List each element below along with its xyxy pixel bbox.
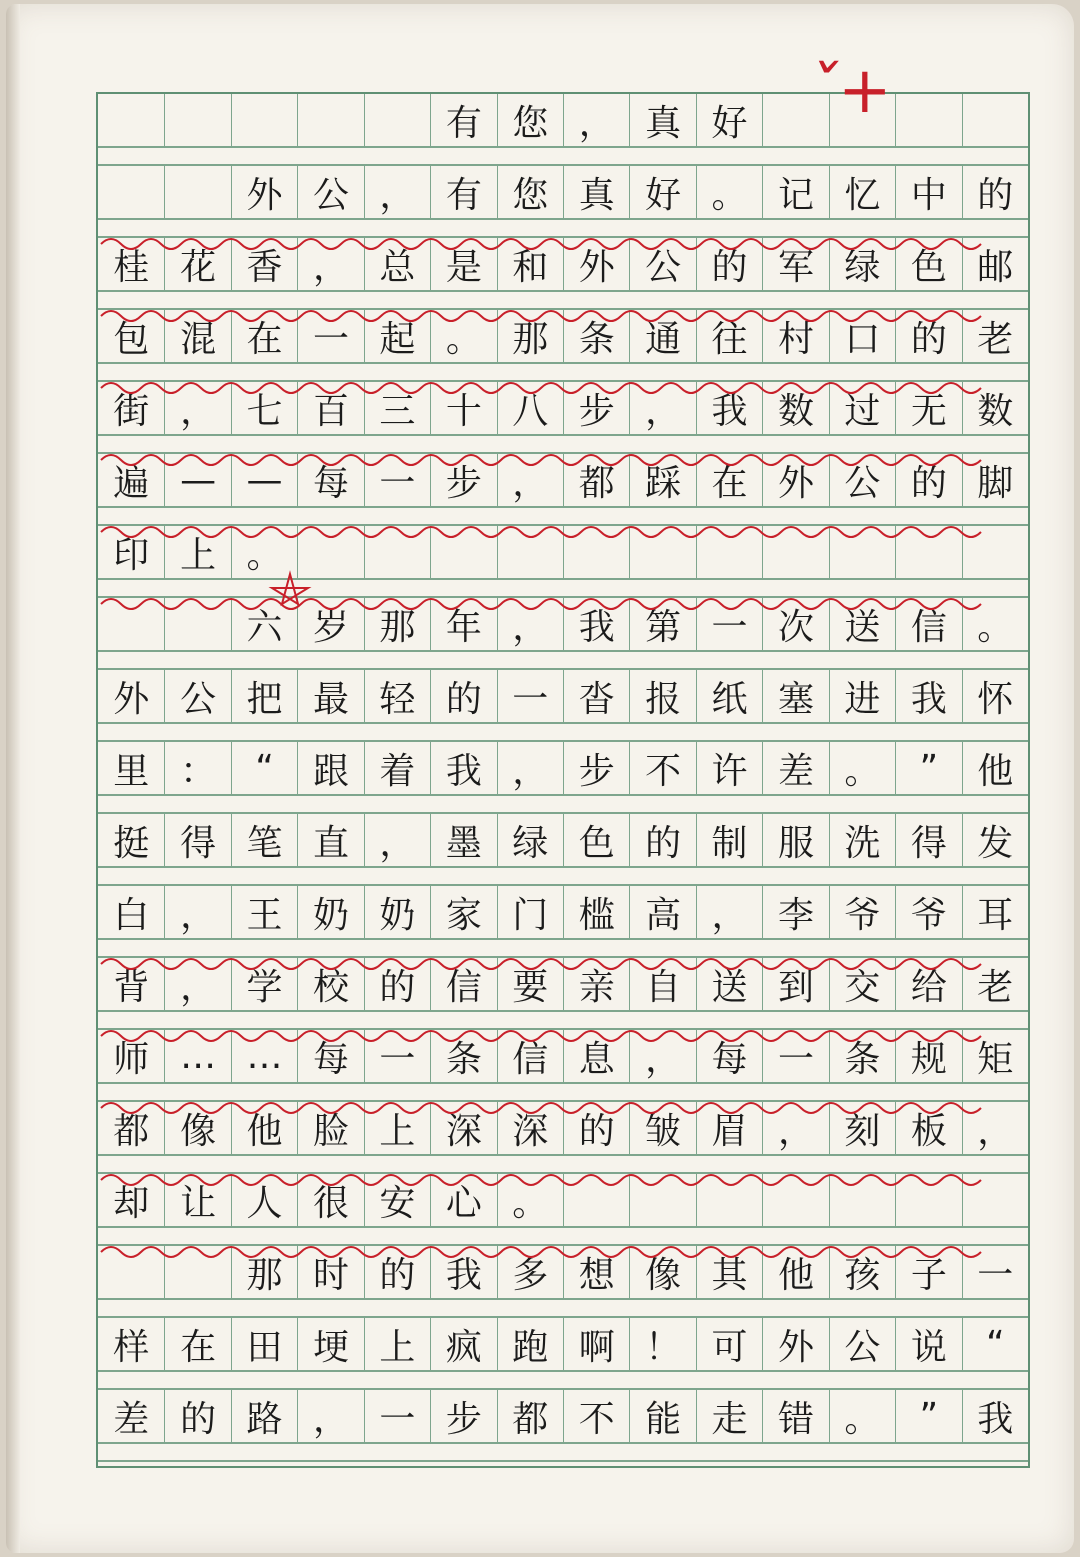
grid-cell: 纸 [696, 670, 762, 722]
grid-cell: 要 [497, 958, 563, 1010]
grid-cell: 里 [113, 750, 150, 792]
grid-cell: 那 [497, 310, 563, 362]
grid-cell: 报 [629, 670, 695, 722]
grid-cell: 是 [430, 238, 496, 290]
grid-cell: 他 [762, 1246, 828, 1298]
grid-cell: 外 [762, 454, 828, 506]
grid-cell: 岁 [297, 598, 363, 650]
grid-cell: 那 [364, 598, 430, 650]
red-pen-annotations [6, 4, 1074, 1553]
grid-cell: 一 [364, 1030, 430, 1082]
grid-cell: 孩 [829, 1246, 895, 1298]
grid-cell: 人 [231, 1174, 297, 1226]
grid-cell: 桂 [113, 246, 150, 288]
grid-cell: 一 [962, 1246, 1028, 1298]
grid-cell: 都 [113, 1110, 150, 1152]
grid-cell: 多 [497, 1246, 563, 1298]
grid-cell: — [164, 454, 230, 506]
grid-cell: 到 [762, 958, 828, 1010]
grid-cell: 公 [829, 454, 895, 506]
grid-cell: 爷 [895, 886, 961, 938]
grid-cell: 像 [164, 1102, 230, 1154]
grid-cell: 门 [497, 886, 563, 938]
grid-cell: 却 [113, 1182, 150, 1224]
grid-cell: 条 [563, 310, 629, 362]
grid-cell: 让 [164, 1174, 230, 1226]
grid-cell: 中 [895, 166, 961, 218]
grid-cell: 公 [829, 1318, 895, 1370]
grid-cell: 时 [297, 1246, 363, 1298]
grid-cell: 都 [497, 1390, 563, 1442]
grid-cell: 老 [962, 958, 1028, 1010]
grid-cell: 条 [430, 1030, 496, 1082]
grid-cell: 的 [563, 1102, 629, 1154]
grid-cell: 学 [231, 958, 297, 1010]
grid-cell: ， [497, 742, 563, 794]
grid-cell: 怀 [962, 670, 1028, 722]
grid-cell: 。 [231, 526, 297, 578]
grid-cell: 信 [895, 598, 961, 650]
grid-cell: 邮 [962, 238, 1028, 290]
grid-cell: 好 [696, 94, 762, 146]
grid-cell: 三 [364, 382, 430, 434]
wavy-underline [101, 311, 981, 321]
grid-cell: 的 [164, 1390, 230, 1442]
grid-cell: 发 [962, 814, 1028, 866]
grid-cell: 老 [962, 310, 1028, 362]
grid-cell: 条 [829, 1030, 895, 1082]
grid-cell: ， [962, 1102, 1028, 1154]
grid-cell: 村 [762, 310, 828, 362]
grid-cell: 年 [430, 598, 496, 650]
grid-cell: 绿 [497, 814, 563, 866]
grid-cell: 啊 [563, 1318, 629, 1370]
grid-cell: 矩 [962, 1030, 1028, 1082]
grid-cell: 在 [696, 454, 762, 506]
grid-cell: 我 [563, 598, 629, 650]
wavy-underline [101, 239, 981, 249]
grid-cell: 的 [364, 1246, 430, 1298]
grid-cell: 总 [364, 238, 430, 290]
grid-cell: 进 [829, 670, 895, 722]
grid-cell: 次 [762, 598, 828, 650]
grid-cell: 深 [430, 1102, 496, 1154]
grid-cell: 高 [629, 886, 695, 938]
grid-cell: 忆 [829, 166, 895, 218]
grid-cell: ， [164, 886, 230, 938]
grid-cell: 记 [762, 166, 828, 218]
grid-cell: 板 [895, 1102, 961, 1154]
grid-cell: 色 [895, 238, 961, 290]
grid-cell: 轻 [364, 670, 430, 722]
grid-cell: 能 [629, 1390, 695, 1442]
grid-cell: 无 [895, 382, 961, 434]
grid-cell: 皱 [629, 1102, 695, 1154]
grid-cell: 服 [762, 814, 828, 866]
grid-cell: 有 [430, 166, 496, 218]
grid-cell: 信 [497, 1030, 563, 1082]
grid-cell: 校 [297, 958, 363, 1010]
grid-cell: 我 [430, 742, 496, 794]
grid-cell: 在 [164, 1318, 230, 1370]
grid-cell: 自 [629, 958, 695, 1010]
grid-cell: 公 [297, 166, 363, 218]
grid-cell: ： [164, 742, 230, 794]
wavy-underline [101, 1247, 981, 1257]
grid-cell: 百 [297, 382, 363, 434]
grid-cell: 安 [364, 1174, 430, 1226]
grid-cell: 洗 [829, 814, 895, 866]
grid-cell: 您 [497, 94, 563, 146]
grid-cell: 脸 [297, 1102, 363, 1154]
grid-cell: 家 [430, 886, 496, 938]
grid-cell: 上 [164, 526, 230, 578]
grid-cell: 给 [895, 958, 961, 1010]
grid-cell: 一 [364, 1390, 430, 1442]
grid-cell: 外 [762, 1318, 828, 1370]
grid-cell: 外 [231, 166, 297, 218]
wavy-underline [101, 1103, 981, 1113]
grid-cell: 把 [231, 670, 297, 722]
wavy-underline [101, 527, 981, 537]
grid-cell: 外 [563, 238, 629, 290]
grid-cell: 。 [696, 166, 762, 218]
grid-cell: 亲 [563, 958, 629, 1010]
grid-cell: 眉 [696, 1102, 762, 1154]
grid-cell: ， [629, 382, 695, 434]
grid-cell: ， [364, 814, 430, 866]
grid-cell: 的 [962, 166, 1028, 218]
grid-cell: 每 [297, 1030, 363, 1082]
grid-cell: 步 [563, 382, 629, 434]
grid-cell: 不 [629, 742, 695, 794]
grid-cell: 起 [364, 310, 430, 362]
grid-cell: 的 [629, 814, 695, 866]
grid-cell: 刻 [829, 1102, 895, 1154]
grid-cell: 槛 [563, 886, 629, 938]
grid-cell: 背 [113, 966, 150, 1008]
grid-cell: 每 [696, 1030, 762, 1082]
grid-cell: 包 [113, 318, 150, 360]
grid-cell: 街 [113, 390, 150, 432]
grid-cell: 色 [563, 814, 629, 866]
grid-cell: 我 [895, 670, 961, 722]
grid-cell: ” [895, 1390, 961, 1442]
grid-cell: 奶 [364, 886, 430, 938]
grid-cell: 白 [113, 894, 150, 936]
grid-cell: 想 [563, 1246, 629, 1298]
grid-cell: 息 [563, 1030, 629, 1082]
grid-cell: ， [164, 958, 230, 1010]
grid-cell: 过 [829, 382, 895, 434]
grid-cell: 。 [829, 742, 895, 794]
grid-cell: 香 [231, 238, 297, 290]
grid-cell: 印 [113, 534, 150, 576]
grid-cell: 田 [231, 1318, 297, 1370]
grid-cell: 跑 [497, 1318, 563, 1370]
grid-cell: 差 [762, 742, 828, 794]
grid-cell: 他 [962, 742, 1028, 794]
grid-cell: 绿 [829, 238, 895, 290]
grid-cell: ， [497, 598, 563, 650]
grid-cell: 的 [895, 310, 961, 362]
grid-cell: 数 [962, 382, 1028, 434]
grid-cell: 直 [297, 814, 363, 866]
grid-cell: 您 [497, 166, 563, 218]
grid-cell: … [164, 1030, 230, 1082]
grid-cell: 外 [113, 678, 150, 720]
grid-cell: 着 [364, 742, 430, 794]
grid-cell: 一 [297, 310, 363, 362]
grid-cell: 跟 [297, 742, 363, 794]
grid-cell: 每 [297, 454, 363, 506]
grid-cell: 他 [231, 1102, 297, 1154]
grid-cell: ” [895, 742, 961, 794]
grid-cell: ， [497, 454, 563, 506]
grid-cell: 走 [696, 1390, 762, 1442]
grid-cell: ， [762, 1102, 828, 1154]
star-mark [272, 574, 308, 604]
grid-cell: 心 [430, 1174, 496, 1226]
grid-cell: 许 [696, 742, 762, 794]
grid-cell: 信 [430, 958, 496, 1010]
grid-cell: 挺 [113, 822, 150, 864]
grid-cell: ， [297, 1390, 363, 1442]
grid-cell: ， [164, 382, 230, 434]
grid-cell: 奶 [297, 886, 363, 938]
grid-cell: 七 [231, 382, 297, 434]
grid-cell: 交 [829, 958, 895, 1010]
grid-cell: 样 [113, 1326, 150, 1368]
grid-cell: 制 [696, 814, 762, 866]
grid-cell: 一 [364, 454, 430, 506]
grid-cell: 脚 [962, 454, 1028, 506]
grid-cell: 的 [895, 454, 961, 506]
grid-cell: 王 [231, 886, 297, 938]
grid-cell: 。 [430, 310, 496, 362]
grade-mark: ˇ+ [806, 54, 892, 128]
grid-cell: 八 [497, 382, 563, 434]
grid-cell: 都 [563, 454, 629, 506]
grid-cell: 往 [696, 310, 762, 362]
grid-cell: … [231, 1030, 297, 1082]
grid-cell: 公 [164, 670, 230, 722]
grid-cell: 十 [430, 382, 496, 434]
grid-cell: 。 [962, 598, 1028, 650]
grid-cell: 通 [629, 310, 695, 362]
wavy-underline [101, 959, 981, 969]
grid-cell: 六 [231, 598, 297, 650]
grid-cell: 师 [113, 1038, 150, 1080]
grid-cell: “ [231, 742, 297, 794]
grid-cell: 耳 [962, 886, 1028, 938]
grid-cell: 的 [430, 670, 496, 722]
grid-cell: 埂 [297, 1318, 363, 1370]
grid-cell: 塞 [762, 670, 828, 722]
grid-cell: 我 [696, 382, 762, 434]
grid-cell: 遍 [113, 462, 150, 504]
grid-cell: 上 [364, 1102, 430, 1154]
wavy-underline [101, 599, 981, 609]
grid-cell: 不 [563, 1390, 629, 1442]
grid-cell: ， [629, 1030, 695, 1082]
grid-cell: 军 [762, 238, 828, 290]
grid-cell: 差 [113, 1398, 150, 1440]
grid-cell: 最 [297, 670, 363, 722]
grid-cell: 李 [762, 886, 828, 938]
grid-cell: ， [364, 166, 430, 218]
wavy-underline [101, 383, 981, 393]
grid-cell: 得 [895, 814, 961, 866]
notebook-page [6, 4, 1074, 1553]
grid-cell: 得 [164, 814, 230, 866]
wavy-underline [101, 1175, 981, 1185]
grid-cell: 送 [696, 958, 762, 1010]
grid-cell: 混 [164, 310, 230, 362]
grid-cell: 沓 [563, 670, 629, 722]
grid-cell: 笔 [231, 814, 297, 866]
grid-cell: “ [962, 1318, 1028, 1370]
grid-cell: 踩 [629, 454, 695, 506]
grid-cell: 的 [696, 238, 762, 290]
grid-cell: 其 [696, 1246, 762, 1298]
grid-cell: ， [297, 238, 363, 290]
grid-cell: 花 [164, 238, 230, 290]
grid-cell: ， [696, 886, 762, 938]
grid-cell: 真 [563, 166, 629, 218]
grid-cell: 口 [829, 310, 895, 362]
grid-cell: 那 [231, 1246, 297, 1298]
grid-cell: 。 [497, 1174, 563, 1226]
grid-cell: 和 [497, 238, 563, 290]
grid-cell: 上 [364, 1318, 430, 1370]
grid-cell: 很 [297, 1174, 363, 1226]
grid-cell: 在 [231, 310, 297, 362]
grid-cell: 我 [962, 1390, 1028, 1442]
grid-cell: 第 [629, 598, 695, 650]
grid-cell: 规 [895, 1030, 961, 1082]
wavy-underline [101, 455, 981, 465]
grid-cell: 爷 [829, 886, 895, 938]
grid-cell: 疯 [430, 1318, 496, 1370]
grid-cell: 真 [629, 94, 695, 146]
grid-cell: 有 [430, 94, 496, 146]
grid-cell: 像 [629, 1246, 695, 1298]
grid-cell: 错 [762, 1390, 828, 1442]
grid-cell: 公 [629, 238, 695, 290]
grid-cell: 步 [563, 742, 629, 794]
grid-cell: ， [563, 94, 629, 146]
grid-cell: 一 [497, 670, 563, 722]
grid-cell: 一 [696, 598, 762, 650]
grid-cell: 路 [231, 1390, 297, 1442]
grid-cell: 我 [430, 1246, 496, 1298]
grid-cell: ！ [629, 1318, 695, 1370]
grid-cell: 一 [762, 1030, 828, 1082]
grid-cell: 的 [364, 958, 430, 1010]
grid-cell: 步 [430, 454, 496, 506]
grid-cell: 数 [762, 382, 828, 434]
grid-cell: 深 [497, 1102, 563, 1154]
wavy-underline [101, 1031, 981, 1041]
grid-cell: 步 [430, 1390, 496, 1442]
grid-cell: 。 [829, 1390, 895, 1442]
grid-cell: 说 [895, 1318, 961, 1370]
grid-cell: — [231, 454, 297, 506]
grid-cell: 好 [629, 166, 695, 218]
grid-cell: 子 [895, 1246, 961, 1298]
grid-cell: 墨 [430, 814, 496, 866]
grid-cell: 送 [829, 598, 895, 650]
grid-cell: 可 [696, 1318, 762, 1370]
